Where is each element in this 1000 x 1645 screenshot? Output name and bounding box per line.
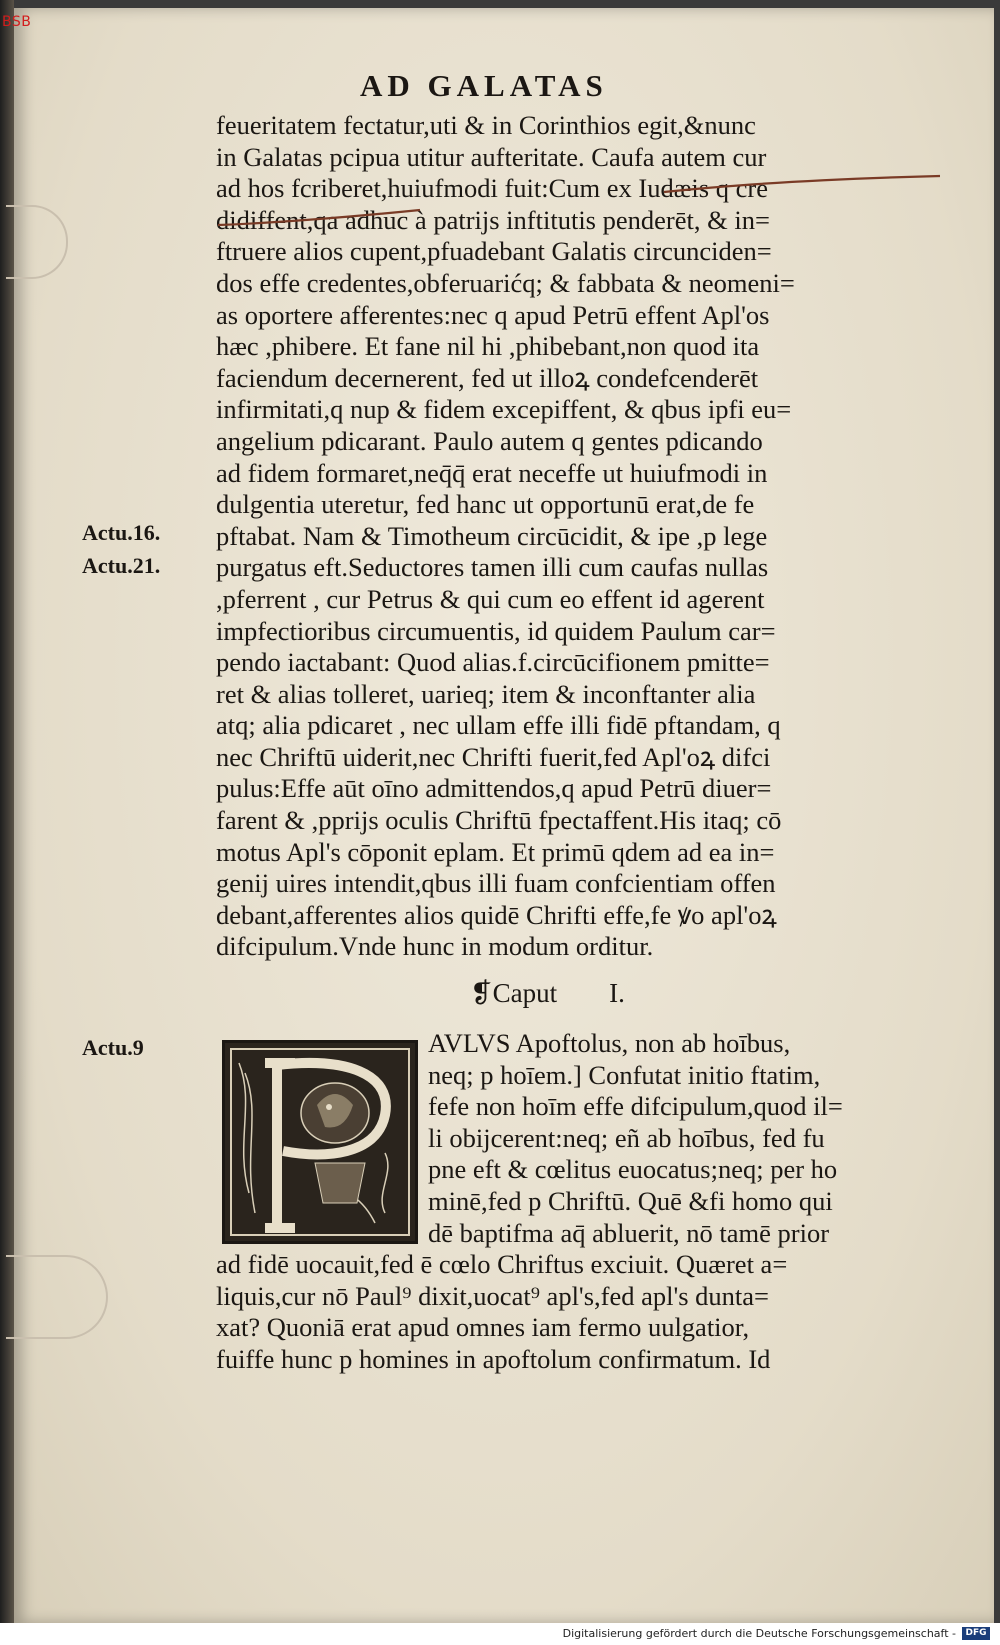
- text-line: ftruere alios cupent,pfuadebant Galatis circunciden=: [216, 236, 772, 267]
- library-mark: BSB: [2, 14, 32, 30]
- text-line: ,pferrent , cur Petrus & qui cum eo effent id agerent: [216, 583, 765, 614]
- text-line: pftabat. Nam & Timotheum circūcidit, & ipe ,p lege: [216, 520, 768, 551]
- text-line: dulgentia uteretur, fed hanc ut opportunū erat,de fe: [216, 489, 755, 520]
- text-line: impfectioribus circumuentis, id quidem Paulum car=: [216, 615, 776, 646]
- text-line: ret & alias tolleret, uarieq; item & inconftanter alia: [216, 678, 756, 709]
- text-line: liquis,cur nō Paul⁹ dixit,uocat⁹ apl's,fed apl's duntа=: [216, 1280, 770, 1311]
- footer-text: Digitalisierung gefördert durch die Deutsche Forschungsgemeinschaft -: [562, 1627, 956, 1640]
- paragraph-mark-icon: ❡: [470, 978, 493, 1008]
- text-line: difcipulum.Vnde hunc in modum orditur.: [216, 931, 654, 962]
- text-line: fefe non hoīm effe difcipulum,quod il=: [428, 1091, 843, 1122]
- text-line: AVLVS Apoftolus, non ab hoībus,: [428, 1028, 791, 1058]
- text-line: ad hos fcriberet,huiufmodi fuit:Cum ex Iudæis q cre: [216, 173, 768, 204]
- text-line: purgatus eft.Seductores tamen illi cum caufas nullas: [216, 552, 769, 583]
- text-line: fuiffe hunc p homines in apoftolum confirmatum. Id: [216, 1343, 771, 1374]
- running-head: AD GALATAS: [360, 68, 608, 103]
- chapter-label: Caput: [492, 978, 558, 1008]
- text-line: as oportere afferentes:nec q apud Petrū effent Apl'os: [216, 299, 770, 330]
- text-line: pulus:Effe aūt oīno admittendos,q apud Petrū diuer=: [216, 773, 772, 804]
- text-line: genij uires intendit,qbus illi fuam confcientiam offen: [216, 868, 776, 899]
- dfg-logo: DFG: [962, 1627, 990, 1640]
- text-line: pne eft & cœlitus euocatus;neq; per ho: [428, 1154, 838, 1185]
- text-line: in Galatas pcipua utitur aufteritate. Caufa autem cur: [216, 141, 767, 172]
- text-line: neq; p hoīem.] Confutat initio ftatim,: [428, 1059, 821, 1090]
- text-line: motus Apl's cōponit eplam. Et primū qdem ad ea in=: [216, 836, 775, 867]
- page-clip-mark-bottom: [6, 1255, 108, 1339]
- margin-note-2: Actu.21.: [82, 553, 161, 578]
- text-line: farent & ,pprijs oculis Chriftū fpectaffent.His itaq; cō: [216, 805, 782, 836]
- text-line: ad fidem formaret,neq̄q̄ erat neceffe ut huiufmodi in: [216, 457, 768, 488]
- text-line: didiffent,qa adhuc à patrijs inftitutis penderēt, & in=: [216, 204, 770, 235]
- text-line: pendo iactabant: Quod alias.f.circūcifionem pmitte=: [216, 647, 770, 678]
- text-line: minē,fed p Chriftū. Quē &fi homo qui: [428, 1185, 833, 1216]
- text-line: atq; alia pdicaret , nec ullam effe illi fidē pftandam, q: [216, 710, 781, 741]
- chapter-number: I.: [609, 978, 625, 1008]
- margin-note-3: Actu.9: [82, 1035, 144, 1060]
- margin-note-1: Actu.16.: [82, 520, 161, 545]
- text-line: dos effe credentes,obferuarićq; & fabbata & neomeni=: [216, 267, 795, 298]
- text-line: xat? Quoniā erat apud omnes iam fermo uulgatior,: [216, 1312, 750, 1343]
- text-line: feueritatem fectatur,uti & in Corinthios egit,&nunc: [216, 110, 756, 140]
- chapter-text-full-width: [216, 1249, 916, 1375]
- text-line: angelium pdicarant. Paulo autem q gentes pdicando: [216, 425, 763, 456]
- initial-woodcut-icon: [225, 1043, 415, 1241]
- digitization-footer: [0, 1623, 1000, 1645]
- text-line: hæc ,phibere. Et fane nil hi ,phibebant,non quod ita: [216, 331, 760, 362]
- text-line: dē baptifma aq̄ abluerit, nō tamē prior: [428, 1217, 830, 1248]
- text-line: debant,afferentes alios quidē Chrifti effe,fe ꝟo apl'oꝝ: [216, 899, 777, 930]
- text-line: li obijcerent:neq; eñ ab hoībus, fed fu: [428, 1122, 825, 1153]
- text-line: infirmitati,q nup & fidem excepiffent, & qbus ipfi eu=: [216, 394, 792, 425]
- text-line: faciendum decernerent, fed ut illoꝝ condefcenderēt: [216, 362, 759, 393]
- text-line: ad fidē uocauit,fed ē cœlo Chriftus exciuit. Quæret a=: [216, 1249, 788, 1279]
- text-line: nec Chriftū uiderit,nec Chrifti fuerit,fed Apl'oꝝ difci: [216, 741, 771, 772]
- chapter-text-beside-initial: [428, 1028, 923, 1249]
- chapter-heading: [470, 978, 625, 1009]
- decorated-initial-p-icon: [222, 1040, 418, 1244]
- body-text: [216, 110, 916, 963]
